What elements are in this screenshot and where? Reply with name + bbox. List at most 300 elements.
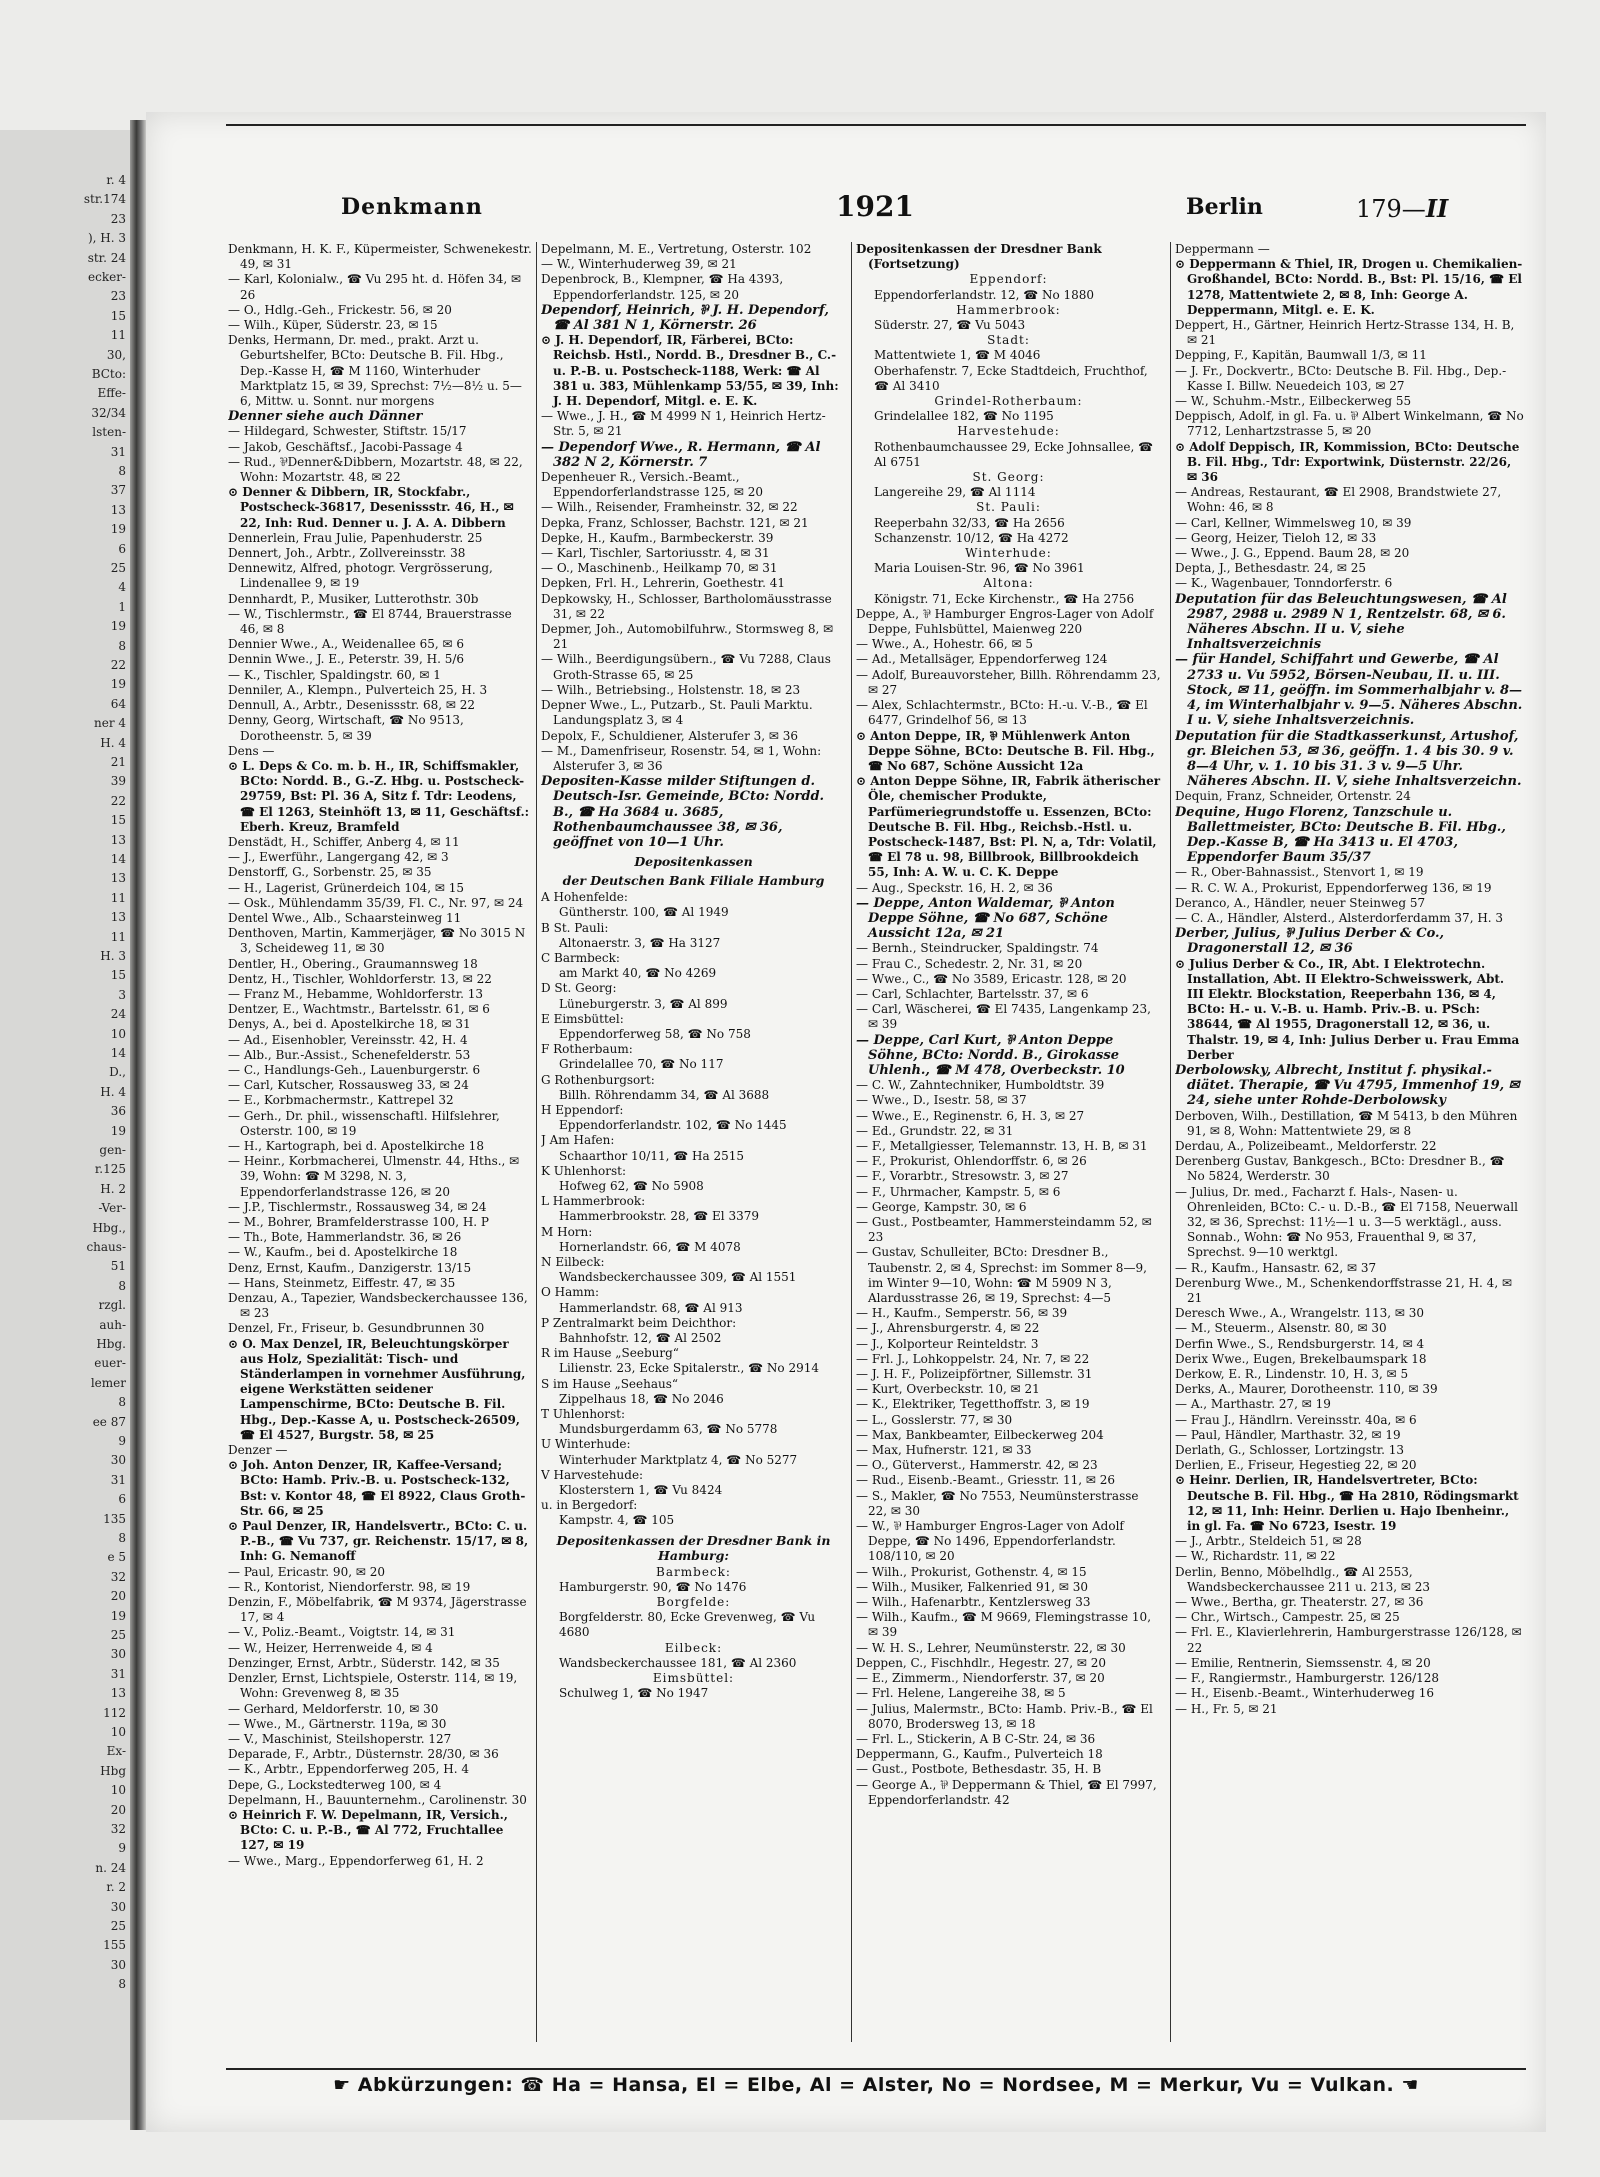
directory-entry: — Wwe., E., Reginenstr. 6, H. 3, ✉ 27 <box>856 1108 1085 1123</box>
heading-entry: — Dependorf Wwe., R. Hermann, ☎ Al 382 N 2, Körnerstr. 7 <box>541 439 821 470</box>
firm-entry: ⊙ Anton Deppe Söhne, IR, Fabrik ätherischer Öle, chemischer Produkte, Parfümeriegrundstoffe u. Essenzen, BCto: Deutsche B. Fil. Hbg., Reichsb.-Hstl. u. Postscheck-1487, Bst: Pl. N, a, Tdr: Volatil, ☎ El 78 u. 98, Billbrook, Billbrookdeich 55, Inh: A. W. u. C. K. Deppe <box>856 774 1161 880</box>
directory-entry: — Wwe., M., Gärtnerstr. 119a, ✉ 30 <box>228 1716 447 1731</box>
left-page-line: 1 <box>118 599 126 614</box>
directory-entry: — Bernh., Steindrucker, Spaldingstr. 74 <box>856 941 1099 956</box>
left-page-line: H. 2 <box>100 1181 126 1196</box>
left-page-line: 6 <box>118 541 126 556</box>
firm-entry: ⊙ Adolf Deppisch, IR, Kommission, BCto: Deutsche B. Fil. Hbg., Tdr: Exportwink, Düsternstr. 22/26, ✉ 36 <box>1175 439 1520 485</box>
branch-location: Harvestehude: <box>957 424 1060 439</box>
branch-address: Grindelallee 182, ☎ No 1195 <box>874 409 1054 424</box>
left-page-line: 14 <box>110 852 126 866</box>
directory-entry: Dennhardt, P., Musiker, Lutterothstr. 30b <box>228 591 479 606</box>
directory-entry: — George A., ⅌ Deppermann & Thiel, ☎ El 7997, Eppendorferlandstr. 42 <box>856 1777 1157 1807</box>
directory-entry: — M., Damenfriseur, Rosenstr. 54, ✉ 1, Wohn: Alsterufer 3, ✉ 36 <box>541 743 822 773</box>
left-page-line: 8 <box>118 1278 126 1293</box>
branch-address: Wandsbeckerchaussee 181, ☎ Al 2360 <box>559 1655 797 1670</box>
directory-entry: Derkow, E. R., Lindenstr. 10, H. 3, ✉ 5 <box>1175 1367 1409 1382</box>
directory-entry: — Wwe., J. H., ☎ M 4999 N 1, Heinrich Hertz-Str. 5, ✉ 21 <box>541 409 826 439</box>
left-page-line: 19 <box>110 677 126 692</box>
left-page-line: 51 <box>110 1259 126 1274</box>
directory-entry: Derenberg Gustav, Bankgesch., BCto: Dresdner B., ☎ No 5824, Werderstr. 30 <box>1175 1154 1505 1184</box>
left-page-line: 19 <box>110 1123 126 1138</box>
directory-entry: — K., Wagenbauer, Tonndorferstr. 6 <box>1175 576 1393 591</box>
directory-entry: — Wwe., C., ☎ No 3589, Ericastr. 128, ✉ 20 <box>856 971 1127 986</box>
firm-entry: ⊙ Deppermann & Thiel, IR, Drogen u. Chemikalien-Großhandel, BCto: Nordd. B., Bst: Pl. 15/16, ☎ El 1278, Mattentwiete 2, ✉ 8, Inh: George A. Deppermann, Mitgl. e. E. K. <box>1175 257 1523 317</box>
left-page-line: 11 <box>110 328 126 343</box>
directory-entry: V Harvestehude: <box>541 1467 644 1482</box>
left-page-line: 25 <box>110 1919 126 1933</box>
directory-entry: O Hamm: <box>541 1285 600 1300</box>
directory-entry: B St. Pauli: <box>541 920 609 935</box>
directory-entry: — L., Gosslerstr. 77, ✉ 30 <box>856 1412 1013 1427</box>
left-page-line: 15 <box>110 968 126 983</box>
directory-entry: — Paul, Ericastr. 90, ✉ 20 <box>228 1564 385 1579</box>
directory-entry: Dentzer, E., Wachtmstr., Bartelsstr. 61, ✉ 6 <box>228 1002 490 1017</box>
directory-entry: — Wwe., A., Hohestr. 66, ✉ 5 <box>856 637 1034 652</box>
directory-entry: — M., Steuerm., Alsenstr. 80, ✉ 30 <box>1175 1321 1387 1336</box>
heading-entry: Dequine, Hugo Florenz, Tanzschule u. Ballettmeister, BCto: Deutsche B. Fil. Hbg., Dep.-Kasse B, ☎ Ha 3413 u. El 4703, Eppendorfer Baum 35/37 <box>1175 804 1506 866</box>
directory-entry: P Zentralmarkt beim Deichthor: <box>541 1315 737 1330</box>
heading-entry: — Deppe, Anton Waldemar, ⅌ Anton Deppe Söhne, ☎ No 687, Schöne Aussicht 12a, ✉ 21 <box>856 895 1115 942</box>
left-page-line: 32/34 <box>91 405 126 420</box>
left-page-line: 25 <box>110 1628 126 1642</box>
left-page-line: lemer <box>90 1375 126 1390</box>
directory-entry: — J., Arbtr., Steldeich 51, ✉ 28 <box>1175 1534 1362 1549</box>
directory-entry: Dennewitz, Alfred, photogr. Vergrösserung, Lindenallee 9, ✉ 19 <box>228 561 493 591</box>
branch-address: Altonaerstr. 3, ☎ Ha 3127 <box>559 935 721 950</box>
directory-entry: — R., Ober-Bahnassist., Stenvort 1, ✉ 19 <box>1175 865 1424 880</box>
left-page-line: 39 <box>110 774 126 789</box>
left-page-line: 11 <box>110 929 126 944</box>
branch-location: Eilbeck: <box>664 1640 723 1655</box>
left-page-line: 19 <box>110 619 126 634</box>
directory-entry: Derix Wwe., Eugen, Brekelbaumspark 18 <box>1175 1351 1427 1366</box>
left-page-line: 155 <box>103 1938 126 1953</box>
directory-entry: — W., Schuhm.-Mstr., Eilbeckerweg 55 <box>1175 394 1412 409</box>
branch-address: Langereihe 29, ☎ Al 1114 <box>874 485 1036 500</box>
directory-entry: — V., Maschinist, Steilshoperstr. 127 <box>228 1731 452 1746</box>
directory-entry: — J. Fr., Dockvertr., BCto: Deutsche B. Fil. Hbg., Dep.-Kasse I. Billw. Neuedeich 103, ✉ 27 <box>1175 363 1507 393</box>
directory-entry: T Uhlenhorst: <box>541 1407 626 1422</box>
left-page-line: ), H. 3 <box>87 231 126 246</box>
directory-entry: Derlath, G., Schlosser, Lortzingstr. 13 <box>1175 1443 1405 1458</box>
directory-entry: — Georg, Heizer, Tieloh 12, ✉ 33 <box>1175 530 1377 545</box>
directory-entry: — W., Richardstr. 11, ✉ 22 <box>1175 1549 1336 1564</box>
directory-entry: — Ed., Grundstr. 22, ✉ 31 <box>856 1123 1014 1138</box>
directory-entry: — Hildegard, Schwester, Stiftstr. 15/17 <box>228 424 467 439</box>
branch-address: Winterhuder Marktplatz 4, ☎ No 5277 <box>559 1452 798 1467</box>
directory-entry: Denzel, Fr., Friseur, b. Gesundbrunnen 30 <box>228 1321 485 1336</box>
directory-entry: — Wilh., Musiker, Falkenried 91, ✉ 30 <box>856 1579 1089 1594</box>
directory-entry: — W., ⅌ Hamburger Engros-Lager von Adolf Deppe, ☎ No 1496, Eppendorferlandstr. 108/110, ✉ 20 <box>856 1519 1124 1564</box>
directory-entry: — Wilh., Reisender, Framheinstr. 32, ✉ 22 <box>541 500 798 515</box>
directory-entry: Denks, Hermann, Dr. med., prakt. Arzt u. Geburtshelfer, BCto: Deutsche B. Fil. Hbg., Dep.-Kasse H, ☎ M 1160, Winterhuder Marktplatz 15, ✉ 39, Sprechst: 7½—8½ u. 5—6, Mittw. u. Sonnt. nur morgens <box>228 333 522 409</box>
abbreviations-footer: ☛ Abkürzungen: ☎ Ha = Hansa, El = Elbe, Al = Alster, No = Nordsee, M = Merkur, Vu = Vulkan. ☚ <box>333 2074 1419 2096</box>
branch-location: Winterhude: <box>965 546 1052 561</box>
directory-column-1 <box>228 242 533 2062</box>
section-heading: Depositenkassen der Dresdner Bank in Hamburg: <box>556 1532 831 1563</box>
directory-entry: — Wilh., Kaufm., ☎ M 9669, Flemingstrasse 10, ✉ 39 <box>856 1610 1152 1640</box>
heading-entry: — für Handel, Schiffahrt und Gewerbe, ☎ Al 2733 u. Vu 5952, Börsen-Neubau, II. u. III. Stock, ✉ 11, geöffn. im Sommerhalbjahr v. 8—4, im Winterhalbjahr v. 9—5. Näheres Abschn. I u. V, siehe Inhaltsverzeichnis. <box>1175 652 1523 729</box>
firm-entry: ⊙ Denner & Dibbern, IR, Stockfabr., Postscheck-36817, Desenissstr. 46, H., ✉ 22, Inh: Rud. Denner u. J. A. A. Dibbern <box>228 485 514 530</box>
directory-entry: — George, Kampstr. 30, ✉ 6 <box>856 1199 1027 1214</box>
directory-entry: — Carl, Wäscherei, ☎ El 7435, Langenkamp 23, ✉ 39 <box>856 1002 1151 1032</box>
directory-entry: — J., Ewerführ., Langergang 42, ✉ 3 <box>228 850 449 865</box>
directory-entry: — W., Winterhuderweg 39, ✉ 21 <box>541 257 737 272</box>
directory-entry: Denz, Ernst, Kaufm., Danzigerstr. 13/15 <box>228 1260 472 1275</box>
branch-address: Lilienstr. 23, Ecke Spitalerstr., ☎ No 2914 <box>559 1361 819 1376</box>
left-page-line: 30, <box>106 347 126 362</box>
directory-entry: Deppermann, G., Kaufm., Pulverteich 18 <box>856 1747 1103 1762</box>
directory-entry: L Hammerbrook: <box>541 1194 646 1209</box>
directory-entry: — Alb., Bur.-Assist., Schenefelderstr. 53 <box>228 1047 471 1062</box>
left-page-line: 4 <box>118 580 126 595</box>
directory-entry: — Carl, Kutscher, Rossausweg 33, ✉ 24 <box>228 1078 469 1093</box>
column-rule <box>1170 242 1171 2042</box>
left-page-line: 32 <box>110 1569 126 1584</box>
directory-entry: — F., Rangiermstr., Hamburgerstr. 126/128 <box>1175 1671 1440 1686</box>
directory-entry: — Gust., Postbeamter, Hammersteindamm 52, ✉ 23 <box>856 1215 1152 1245</box>
running-header <box>226 190 1526 234</box>
directory-entry: — R., Kontorist, Niendorferstr. 98, ✉ 19 <box>228 1579 471 1594</box>
directory-entry: — Emilie, Rentnerin, Siemssenstr. 4, ✉ 20 <box>1175 1655 1431 1670</box>
directory-entry: Denniler, A., Klempn., Pulverteich 25, H. 3 <box>228 682 488 697</box>
directory-entry: Depner Wwe., L., Putzarb., St. Pauli Marktu. Landungsplatz 3, ✉ 4 <box>541 698 813 728</box>
directory-entry: Depta, J., Bethesdastr. 24, ✉ 25 <box>1175 561 1366 576</box>
directory-entry: Denstorff, G., Sorbenstr. 25, ✉ 35 <box>228 865 432 880</box>
directory-entry: — Franz M., Hebamme, Wohldorferstr. 13 <box>228 986 484 1001</box>
firm-entry: ⊙ Heinr. Derlien, IR, Handelsvertreter, BCto: Deutsche B. Fil. Hbg., ☎ Ha 2810, Rödingsmarkt 12, ✉ 11, Inh: Heinr. Derlien u. Hajo Ibenheinr., in gl. Fa. ☎ No 6723, Isestr. 19 <box>1175 1473 1519 1534</box>
left-page-line: 135 <box>103 1511 126 1526</box>
branch-location: Eppendorf: <box>969 272 1048 287</box>
branch-address: Oberhafenstr. 7, Ecke Stadtdeich, Fruchthof, ☎ Al 3410 <box>874 363 1148 393</box>
left-page-line: 13 <box>110 502 126 517</box>
directory-entry: Deppen, C., Fischhdlr., Hegestr. 27, ✉ 20 <box>856 1655 1107 1670</box>
directory-entry: — F., Vorarbtr., Stresowstr. 3, ✉ 27 <box>856 1169 1069 1184</box>
section-heading: Depositenkassen <box>634 854 753 870</box>
directory-entry: Derdau, A., Polizeibeamt., Meldorferstr. 22 <box>1175 1138 1437 1153</box>
firm-entry: ⊙ Paul Denzer, IR, Handelsvertr., BCto: C. u. P.-B., ☎ Vu 737, gr. Reichenstr. 15/17, ✉ 8, Inh: G. Nemanoff <box>228 1519 529 1564</box>
directory-entry: — C., Handlungs-Geh., Lauenburgerstr. 6 <box>228 1062 481 1077</box>
directory-entry: — Wilh., Küper, Süderstr. 23, ✉ 15 <box>228 318 438 333</box>
left-page-line: r.125 <box>94 1162 126 1177</box>
left-page-line: lsten- <box>92 425 126 440</box>
directory-entry: Depken, Frl. H., Lehrerin, Goethestr. 41 <box>541 576 786 591</box>
branch-location: Barmbeck: <box>656 1564 731 1579</box>
left-page-line: 13 <box>110 832 126 847</box>
directory-entry: Denny, Georg, Wirtschaft, ☎ No 9513, Dorotheenstr. 5, ✉ 39 <box>228 713 464 743</box>
branch-address: Hornerlandstr. 66, ☎ M 4078 <box>559 1239 741 1254</box>
directory-entry: Deppert, H., Gärtner, Heinrich Hertz-Strasse 134, H. B, ✉ 21 <box>1175 318 1515 348</box>
directory-entry: — Hans, Steinmetz, Eiffestr. 47, ✉ 35 <box>228 1275 456 1290</box>
branch-address: Hofweg 62, ☎ No 5908 <box>559 1178 704 1193</box>
left-page-line: 112 <box>103 1705 126 1720</box>
branch-address: Bahnhofstr. 12, ☎ Al 2502 <box>559 1331 722 1346</box>
branch-address: Reeperbahn 32/33, ☎ Ha 2656 <box>874 515 1065 530</box>
directory-entry: — J. H. F., Polizeipförtner, Sillemstr. 31 <box>856 1367 1093 1382</box>
left-page-line: Ex- <box>106 1744 126 1759</box>
firm-entry: ⊙ Anton Deppe, IR, ⅌ Mühlenwerk Anton Deppe Söhne, BCto: Deutsche B. Fil. Hbg., ☎ No 687, Schöne Aussicht 12a <box>856 728 1155 773</box>
directory-entry: U Winterhude: <box>541 1437 631 1452</box>
directory-entry: Dennull, A., Arbtr., Desenissstr. 68, ✉ 22 <box>228 698 476 713</box>
left-page-line: 13 <box>110 910 126 925</box>
left-page-line: ecker- <box>88 270 126 284</box>
directory-entry: A Hohenfelde: <box>541 890 628 905</box>
heading-entry: Denner siehe auch Dänner <box>228 409 423 425</box>
directory-entry: M Horn: <box>541 1224 593 1239</box>
heading-entry: Depositen-Kasse milder Stiftungen d. Deutsch-Isr. Gemeinde, BCto: Nordd. B., ☎ Ha 3684 u. 3685, Rothenbaumchaussee 38, ✉ 36, geöffnet von 10—1 Uhr. <box>541 774 825 850</box>
firm-entry: ⊙ O. Max Denzel, IR, Beleuchtungskörper aus Holz, Spezialität: Tisch- und Ständerlampen in vornehmer Ausführung, eigene Werkstätten seidener Lampenschirme, BCto: Deutsche B. Fil. Hbg., Dep.-Kasse A, u. Postscheck-26509, ☎ El 4527, Burgstr. 58, ✉ 25 <box>228 1336 526 1442</box>
directory-entry: Denkmann, H. K. F., Küpermeister, Schwenekestr. 49, ✉ 31 <box>228 242 532 272</box>
left-page-line: BCto: <box>91 367 126 381</box>
directory-entry: D St. Georg: <box>541 981 617 996</box>
directory-entry: — W., Heizer, Herrenweide 4, ✉ 4 <box>228 1640 433 1655</box>
left-page-line: 15 <box>110 813 126 828</box>
left-page-line: Hbg., <box>92 1220 126 1235</box>
heading-entry: Derbolowsky, Albrecht, Institut f. physikal.-diätet. Therapie, ☎ Vu 4795, Immenhof 19, ✉ 24, siehe unter Rohde-Derbolowsky <box>1175 1062 1520 1109</box>
directory-entry: — H., Eisenb.-Beamt., Winterhuderweg 16 <box>1175 1686 1435 1701</box>
branch-address: Schulweg 1, ☎ No 1947 <box>559 1686 709 1701</box>
branch-address: Königstr. 71, Ecke Kirchenstr., ☎ Ha 2756 <box>874 591 1135 606</box>
directory-entry: Depenbrock, B., Klempner, ☎ Ha 4393, Eppendorferlandstr. 125, ✉ 20 <box>541 272 784 302</box>
left-page-line: Hbg. <box>96 1337 126 1351</box>
left-page-line: 20 <box>110 1802 126 1817</box>
left-page-line: 22 <box>110 658 126 672</box>
directory-entry: — E., Zimmerm., Niendorferstr. 37, ✉ 20 <box>856 1671 1105 1686</box>
directory-entry: — E., Korbmachermstr., Kattrepel 32 <box>228 1093 454 1108</box>
left-page-line: 30 <box>110 1453 126 1468</box>
heading-entry: Deputation für das Beleuchtungswesen, ☎ Al 2987, 2988 u. 2989 N 1, Rentzelstr. 68, ✉ 6. Näheres Abschn. II u. V, siehe Inhaltsverzeichnis <box>1175 591 1507 653</box>
directory-entry: — Rud., Eisenb.-Beamt., Griesstr. 11, ✉ 26 <box>856 1473 1116 1488</box>
branch-address: Süderstr. 27, ☎ Vu 5043 <box>874 318 1026 333</box>
left-page-line: 10 <box>110 1725 126 1739</box>
branch-address: Hammerlandstr. 68, ☎ Al 913 <box>559 1300 743 1315</box>
left-page-line: 14 <box>110 1046 126 1060</box>
directory-entry: Derlien, E., Friseur, Hegestieg 22, ✉ 20 <box>1175 1458 1417 1473</box>
directory-entry: — C. A., Händler, Alsterd., Alsterdorferdamm 37, H. 3 <box>1175 910 1504 925</box>
column-rule <box>851 242 852 2042</box>
branch-address: Schanzenstr. 10/12, ☎ Ha 4272 <box>874 530 1069 545</box>
directory-entry: — O., Maschinenb., Heilkamp 70, ✉ 31 <box>541 561 778 576</box>
directory-entry: — Frau J., Händlrn. Vereinsstr. 40a, ✉ 6 <box>1175 1412 1417 1427</box>
directory-entry: Depenheuer R., Versich.-Beamt., Eppendorferlandstrasse 125, ✉ 20 <box>541 470 764 500</box>
directory-entry: — K., Arbtr., Eppendorferweg 205, H. 4 <box>228 1762 469 1777</box>
directory-entry: — Karl, Tischler, Sartoriusstr. 4, ✉ 31 <box>541 546 770 561</box>
branch-location: Altona: <box>983 576 1034 591</box>
branch-address: Mundsburgerdamm 63, ☎ No 5778 <box>559 1422 778 1437</box>
left-page-line: -Ver- <box>98 1201 126 1216</box>
left-page-line: 32 <box>110 1822 126 1836</box>
directory-entry: — Frl. L., Stickerin, A B C-Str. 24, ✉ 36 <box>856 1731 1096 1746</box>
directory-entry: — R. C. W. A., Prokurist, Eppendorferweg 136, ✉ 19 <box>1175 880 1492 895</box>
directory-entry: — Ad., Eisenhobler, Vereinsstr. 42, H. 4 <box>228 1032 468 1047</box>
directory-entry: Depelmann, M. E., Vertretung, Osterstr. 102 <box>541 242 812 256</box>
directory-entry: Denthoven, Martin, Kammerjäger, ☎ No 3015 N 3, Scheideweg 11, ✉ 30 <box>228 926 526 956</box>
left-page-line: 10 <box>110 1026 126 1041</box>
left-page-line: 30 <box>110 1899 126 1914</box>
header-year: 1921 <box>836 190 914 223</box>
branch-location: Stadt: <box>987 333 1030 348</box>
directory-entry: — Gerhard, Meldorferstr. 10, ✉ 30 <box>228 1701 439 1716</box>
directory-entry: G Rothenburgsort: <box>541 1072 655 1087</box>
left-page-line: 20 <box>110 1589 126 1604</box>
directory-entry: F Rotherbaum: <box>541 1042 633 1057</box>
firm-entry: ⊙ Joh. Anton Denzer, IR, Kaffee-Versand; BCto: Hamb. Priv.-B. u. Postscheck-132, Bst: v. Kontor 48, ☎ El 8922, Claus Groth-Str. 66, ✉ 25 <box>228 1458 526 1518</box>
header-right-keyword: Berlin <box>1186 194 1263 220</box>
directory-entry: Depmer, Joh., Automobilfuhrw., Stormsweg 8, ✉ 21 <box>541 622 834 652</box>
directory-entry: — H., Fr. 5, ✉ 21 <box>1175 1701 1278 1716</box>
directory-entry: Depka, Franz, Schlosser, Bachstr. 121, ✉ 21 <box>541 515 809 530</box>
left-page-line: H. 3 <box>100 949 126 963</box>
directory-entry: N Eilbeck: <box>541 1255 605 1269</box>
directory-entry: Derlin, Benno, Möbelhdlg., ☎ Al 2553, Wandsbeckerchaussee 211 u. 213, ✉ 23 <box>1175 1564 1431 1594</box>
branch-location: St. Pauli: <box>976 500 1041 515</box>
left-page-line: 19 <box>110 522 126 537</box>
heading-entry: — Deppe, Carl Kurt, ⅌ Anton Deppe Söhne, BCto: Nordd. B., Girokasse Uhlenh., ☎ M 478, Overbeckstr. 10 <box>856 1032 1125 1078</box>
left-page-line: 19 <box>110 1608 126 1623</box>
directory-entry: Denzinger, Ernst, Arbtr., Süderstr. 142, ✉ 35 <box>228 1655 500 1670</box>
directory-entry: — F., Metallgiesser, Telemannstr. 13, H. B, ✉ 31 <box>856 1138 1148 1153</box>
left-page-line: 31 <box>110 1666 126 1681</box>
directory-entry: Dentel Wwe., Alb., Schaarsteinweg 11 <box>228 910 462 925</box>
left-page-line: 3 <box>118 987 126 1002</box>
directory-entry: — S., Makler, ☎ No 7553, Neumünsterstrasse 22, ✉ 30 <box>856 1488 1139 1518</box>
directory-entry: — Ad., Metallsäger, Eppendorferweg 124 <box>856 652 1108 667</box>
left-page-line: 13 <box>110 1686 126 1701</box>
branch-address: Lüneburgerstr. 3, ☎ Al 899 <box>559 996 728 1011</box>
left-page-line: 8 <box>118 1395 126 1410</box>
directory-entry: — Gustav, Schulleiter, BCto: Dresdner B., Taubenstr. 2, ✉ 4, Sprechst: im Sommer 8—9, im Winter 9—10, Wohn: ☎ M 5909 N 3, Alardusstrasse 26, ✉ 19, Sprechst: 4—5 <box>856 1245 1147 1306</box>
directory-entry: K Uhlenhorst: <box>541 1163 627 1178</box>
left-page-line: 23 <box>110 211 126 226</box>
branch-address: Eppendorferweg 58, ☎ No 758 <box>559 1026 751 1041</box>
branch-location: Hammerbrook: <box>956 302 1061 317</box>
branch-address: Maria Louisen-Str. 96, ☎ No 3961 <box>874 561 1085 576</box>
directory-entry: R im Hause „Seeburg“ <box>541 1346 679 1361</box>
directory-entry: — Max, Hufnerstr. 121, ✉ 33 <box>856 1443 1032 1458</box>
directory-entry: — J., Ahrensburgerstr. 4, ✉ 22 <box>856 1321 1040 1336</box>
left-page-line: r. 4 <box>106 173 126 187</box>
left-page-line: 6 <box>118 1492 126 1507</box>
left-page-line: gen- <box>99 1143 126 1157</box>
left-page-line: 9 <box>118 1434 126 1448</box>
left-page-line: 30 <box>110 1957 126 1972</box>
directory-entry: — M., Bohrer, Bramfelderstrasse 100, H. P <box>228 1215 489 1229</box>
left-page-line: 24 <box>110 1007 126 1022</box>
directory-entry: Dens — <box>228 743 275 758</box>
firm-entry: ⊙ Julius Derber & Co., IR, Abt. I Elektrotechn. Installation, Abt. II Elektro-Schweisswerk, Abt. III Elektr. Blockstation, Reeperbahn 136, ✉ 4, BCto: H.- u. V.-B. u. Hamb. Priv.-B. u. PSch: 38644, ☎ Al 1955, Dragonerstall 12, ✉ 36, u. Thalstr. 19, ✉ 4, Inh: Julius Derber u. Frau Emma Derber <box>1175 956 1520 1062</box>
directory-entry: Denzau, A., Tapezier, Wandsbeckerchaussee 136, ✉ 23 <box>228 1291 528 1321</box>
left-page-line: 37 <box>110 483 126 498</box>
directory-entry: Derenburg Wwe., M., Schenkendorffstrasse 21, H. 4, ✉ 21 <box>1175 1275 1512 1306</box>
directory-entry: Dennert, Joh., Arbtr., Zollvereinsstr. 38 <box>228 546 466 561</box>
directory-entry: — Rud., ⅌Denner&Dibbern, Mozartstr. 48, ✉ 22, Wohn: Mozartstr. 48, ✉ 22 <box>228 454 523 485</box>
directory-entry: Depelmann, H., Bauunternehm., Carolinenstr. 30 <box>228 1792 527 1807</box>
directory-entry: u. in Bergedorf: <box>541 1498 638 1513</box>
directory-entry: — H., Kartograph, bei d. Apostelkirche 18 <box>228 1138 484 1153</box>
directory-entry: — Julius, Malermstr., BCto: Hamb. Priv.-B., ☎ El 8070, Brodersweg 13, ✉ 18 <box>856 1701 1153 1731</box>
branch-address: am Markt 40, ☎ No 4269 <box>559 966 717 981</box>
directory-entry: — Wwe., Marg., Eppendorferweg 61, H. 2 <box>228 1853 484 1868</box>
directory-entry: Deppe, A., ⅌ Hamburger Engros-Lager von Adolf Deppe, Fuhlsbüttel, Maienweg 220 <box>856 606 1154 637</box>
branch-address: Hammerbrookstr. 28, ☎ El 3379 <box>559 1209 759 1224</box>
directory-entry: — Aug., Speckstr. 16, H. 2, ✉ 36 <box>856 880 1053 895</box>
directory-entry: Deresch Wwe., A., Wrangelstr. 113, ✉ 30 <box>1175 1306 1424 1321</box>
left-page-line: auh- <box>99 1317 126 1332</box>
directory-entry: — Gust., Postbote, Bethesdastr. 35, H. B <box>856 1762 1102 1777</box>
directory-entry: — Max, Bankbeamter, Eilbeckerweg 204 <box>856 1427 1104 1442</box>
left-page-line: ner 4 <box>93 716 126 731</box>
directory-entry: J Am Hafen: <box>541 1133 615 1148</box>
directory-entry: — Frl. Helene, Langereihe 38, ✉ 5 <box>856 1686 1066 1701</box>
directory-column-3 <box>856 242 1161 2062</box>
directory-entry: — Heinr., Korbmacherei, Ulmenstr. 44, Hths., ✉ 39, Wohn: ☎ M 3298, N. 3, Eppendorferlandstrasse 126, ✉ 20 <box>228 1154 520 1199</box>
directory-entry: H Eppendorf: <box>541 1102 624 1117</box>
left-page-line: 64 <box>110 696 126 711</box>
left-page-line: 8 <box>118 464 126 478</box>
branch-address: Mattentwiete 1, ☎ M 4046 <box>874 348 1041 363</box>
left-page-line: rzgl. <box>98 1298 126 1313</box>
directory-entry: Deranco, A., Händler, neuer Steinweg 57 <box>1175 895 1426 910</box>
directory-entry: E Eimsbüttel: <box>541 1011 624 1026</box>
left-page-line: 8 <box>118 638 126 653</box>
directory-entry: C Barmbeck: <box>541 950 620 965</box>
left-page-line: str.174 <box>83 192 126 207</box>
heading-entry: Dependorf, Heinrich, ⅌ J. H. Dependorf, ☎ Al 381 N 1, Körnerstr. 26 <box>541 302 829 334</box>
directory-entry: — Jakob, Geschäftsf., Jacobi-Passage 4 <box>228 439 463 454</box>
directory-entry: — Julius, Dr. med., Facharzt f. Hals-, Nasen- u. Ohrenleiden, BCto: C.- u. D.-B., ☎ El 7158, Neuerwall 32, ✉ 36, Sprechst: 11½—1 u. 3—5 werktägl., auss. Sonnab., Wohn: ☎ No 953, Frauenthal 9, ✉ 37, Sprechst. 9—10 werktgl. <box>1175 1184 1518 1260</box>
directory-entry: — Kurt, Overbeckstr. 10, ✉ 21 <box>856 1382 1040 1397</box>
left-page-line: chaus- <box>86 1240 126 1254</box>
left-page-fragment <box>0 130 130 2120</box>
firm-entry: ⊙ J. H. Dependorf, IR, Färberei, BCto: Reichsb. Hstl., Nordd. B., Dresdner B., C.- u. P.-B. u. Postscheck-1188, Werk: ☎ Al 381 u. 383, Mühlenkamp 53/55, ✉ 39, Inh: J. H. Dependorf, Mitgl. e. E. K. <box>541 333 839 409</box>
left-page-line: 22 <box>110 793 126 808</box>
left-page-line: 31 <box>110 1472 126 1487</box>
firm-entry: ⊙ Heinrich F. W. Depelmann, IR, Versich., BCto: C. u. P.-B., ☎ Al 772, Fruchtallee 127, ✉ 19 <box>228 1807 508 1853</box>
left-page-line: Hbg <box>100 1763 126 1778</box>
branch-location: Borgfelde: <box>656 1595 731 1610</box>
directory-entry: Deparade, F., Arbtr., Düsternstr. 28/30, ✉ 36 <box>228 1747 499 1762</box>
left-page-line: 10 <box>110 1783 126 1798</box>
left-page-line: H. 4 <box>100 1084 126 1099</box>
directory-entry: — K., Tischler, Spaldingstr. 60, ✉ 1 <box>228 667 441 682</box>
directory-entry: — Adolf, Bureauvorsteher, Billh. Röhrendamm 23, ✉ 27 <box>856 667 1161 697</box>
directory-entry: — K., Elektriker, Tegetthoffstr. 3, ✉ 19 <box>856 1397 1090 1412</box>
directory-entry: — Wilh., Prokurist, Gothenstr. 4, ✉ 15 <box>856 1564 1087 1579</box>
left-page-line: 8 <box>118 1531 126 1545</box>
directory-entry: — Frl. E., Klavierlehrerin, Hamburgerstrasse 126/128, ✉ 22 <box>1175 1625 1522 1655</box>
directory-entry: Denzer — <box>228 1443 288 1458</box>
directory-entry: Deppermann — <box>1175 242 1270 256</box>
branch-location: Eimsbüttel: <box>652 1671 735 1686</box>
directory-entry: Dennin Wwe., J. E., Peterstr. 39, H. 5/6 <box>228 652 465 667</box>
directory-entry: — Wwe., Bertha, gr. Theaterstr. 27, ✉ 36 <box>1175 1595 1424 1610</box>
directory-entry: — J.P., Tischlermstr., Rossausweg 34, ✉ 24 <box>228 1199 487 1214</box>
left-page-line: 23 <box>110 289 126 304</box>
page-number: 179—II <box>1356 194 1449 223</box>
branch-address: Schaarthor 10/11, ☎ Ha 2515 <box>559 1148 744 1163</box>
directory-entry: — A., Marthastr. 27, ✉ 19 <box>1175 1397 1331 1412</box>
directory-entry: — Wilh., Beerdigungsübern., ☎ Vu 7288, Claus Groth-Strasse 65, ✉ 25 <box>541 652 831 682</box>
directory-entry: — F., Uhrmacher, Kampstr. 5, ✉ 6 <box>856 1184 1061 1199</box>
column-rule <box>536 242 537 2042</box>
left-page-line: 36 <box>110 1104 126 1119</box>
left-page-line: 15 <box>110 308 126 323</box>
directory-entry: S im Hause „Seehaus“ <box>541 1376 679 1391</box>
directory-entry: — Osk., Mühlendamm 35/39, Fl. C., Nr. 97, ✉ 24 <box>228 895 524 910</box>
directory-entry: — Frau C., Schedestr. 2, Nr. 31, ✉ 20 <box>856 956 1083 971</box>
directory-entry: Depping, F., Kapitän, Baumwall 1/3, ✉ 11 <box>1175 348 1427 363</box>
